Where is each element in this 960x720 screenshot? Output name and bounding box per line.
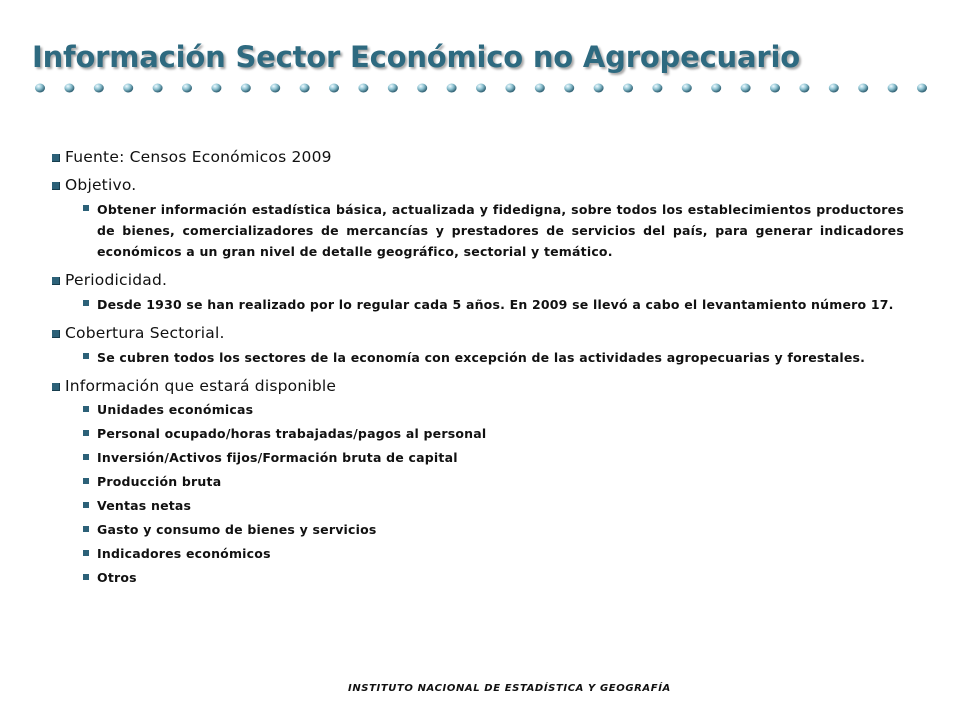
- small-square-bullet-icon: [83, 406, 89, 412]
- small-square-bullet-icon: [83, 205, 89, 211]
- list-item-text: Producción bruta: [97, 474, 222, 489]
- objetivo-label: Objetivo.: [65, 176, 137, 194]
- decorative-dot: [770, 84, 780, 93]
- list-item-text: Ventas netas: [97, 498, 192, 513]
- list-item-text: Otros: [97, 570, 137, 585]
- list-item: [52, 424, 904, 444]
- decorative-dot: [888, 84, 898, 93]
- periodicidad-label: Periodicidad.: [65, 271, 168, 289]
- decorative-dot: [476, 84, 486, 93]
- bullet-fuente: [52, 147, 904, 167]
- decorative-dot: [329, 84, 339, 93]
- decorative-dot: [829, 84, 839, 93]
- decorative-dot: [652, 84, 662, 93]
- decorative-dot: [564, 84, 574, 93]
- list-item: [52, 448, 904, 468]
- decorative-dot: [182, 84, 192, 93]
- periodicidad-detail: [52, 294, 904, 315]
- decorative-dot-row: [34, 80, 934, 96]
- decorative-dot: [153, 84, 163, 93]
- cobertura-detail: [52, 347, 904, 368]
- list-item-text: Personal ocupado/horas trabajadas/pagos al personal: [97, 426, 487, 441]
- list-item-text: Indicadores económicos: [97, 546, 271, 561]
- cobertura-text: Se cubren todos los sectores de la economía con excepción de las actividades agropecuarias y forestales.: [97, 350, 866, 365]
- informacion-label: Información que estará disponible: [65, 377, 337, 395]
- list-item: [52, 568, 904, 588]
- small-square-bullet-icon: [83, 478, 89, 484]
- fuente-label: Fuente: Censos Económicos 2009: [65, 148, 332, 166]
- decorative-dot: [64, 84, 74, 93]
- decorative-dot: [417, 84, 427, 93]
- decorative-dot: [388, 84, 398, 93]
- small-square-bullet-icon: [83, 526, 89, 532]
- decorative-dot: [505, 84, 515, 93]
- list-item-text: Gasto y consumo de bienes y servicios: [97, 522, 377, 537]
- decorative-dot: [211, 84, 221, 93]
- list-item: [52, 472, 904, 492]
- list-item: [52, 520, 904, 540]
- decorative-dot: [94, 84, 104, 93]
- decorative-dot: [682, 84, 692, 93]
- bullet-periodicidad: [52, 270, 904, 290]
- small-square-bullet-icon: [83, 550, 89, 556]
- decorative-dot: [123, 84, 133, 93]
- list-item: [52, 400, 904, 420]
- decorative-dot: [35, 84, 45, 93]
- decorative-dot: [241, 84, 251, 93]
- list-item: [52, 496, 904, 516]
- square-bullet-icon: [52, 154, 60, 162]
- list-item-text: Unidades económicas: [97, 402, 254, 417]
- square-bullet-icon: [52, 330, 60, 338]
- small-square-bullet-icon: [83, 502, 89, 508]
- decorative-dot: [858, 84, 868, 93]
- decorative-dot: [447, 84, 457, 93]
- periodicidad-text: Desde 1930 se han realizado por lo regular cada 5 años. En 2009 se llevó a cabo el levantamiento número 17.: [97, 297, 894, 312]
- square-bullet-icon: [52, 383, 60, 391]
- small-square-bullet-icon: [83, 300, 89, 306]
- decorative-dot: [594, 84, 604, 93]
- bullet-informacion: [52, 376, 904, 396]
- bullet-objetivo: [52, 175, 904, 195]
- decorative-dot: [623, 84, 633, 93]
- decorative-dot: [741, 84, 751, 93]
- objetivo-detail: [52, 199, 904, 262]
- bullet-cobertura: [52, 323, 904, 343]
- square-bullet-icon: [52, 182, 60, 190]
- list-item-text: Inversión/Activos fijos/Formación bruta de capital: [97, 450, 458, 465]
- decorative-dot: [358, 84, 368, 93]
- objetivo-text: Obtener información estadística básica, actualizada y fidedigna, sobre todos los establecimientos productores de bienes, comercializadores de mercancías y prestadores de servicios del país, para generar indicadores económicos a un gran nivel de detalle geográfico, sectorial y temático.: [97, 202, 904, 259]
- slide-content: [52, 147, 904, 588]
- small-square-bullet-icon: [83, 454, 89, 460]
- square-bullet-icon: [52, 277, 60, 285]
- institution-footer: INSTITUTO NACIONAL DE ESTADÍSTICA Y GEOGRAFÍA: [348, 683, 671, 694]
- decorative-dot: [270, 84, 280, 93]
- small-square-bullet-icon: [83, 574, 89, 580]
- decorative-dot: [535, 84, 545, 93]
- decorative-dot: [917, 84, 927, 93]
- decorative-dot: [711, 84, 721, 93]
- small-square-bullet-icon: [83, 353, 89, 359]
- list-item: [52, 544, 904, 564]
- cobertura-label: Cobertura Sectorial.: [65, 324, 225, 342]
- decorative-dot: [799, 84, 809, 93]
- small-square-bullet-icon: [83, 430, 89, 436]
- slide-title: Información Sector Económico no Agropecuario: [32, 40, 800, 74]
- decorative-dot: [300, 84, 310, 93]
